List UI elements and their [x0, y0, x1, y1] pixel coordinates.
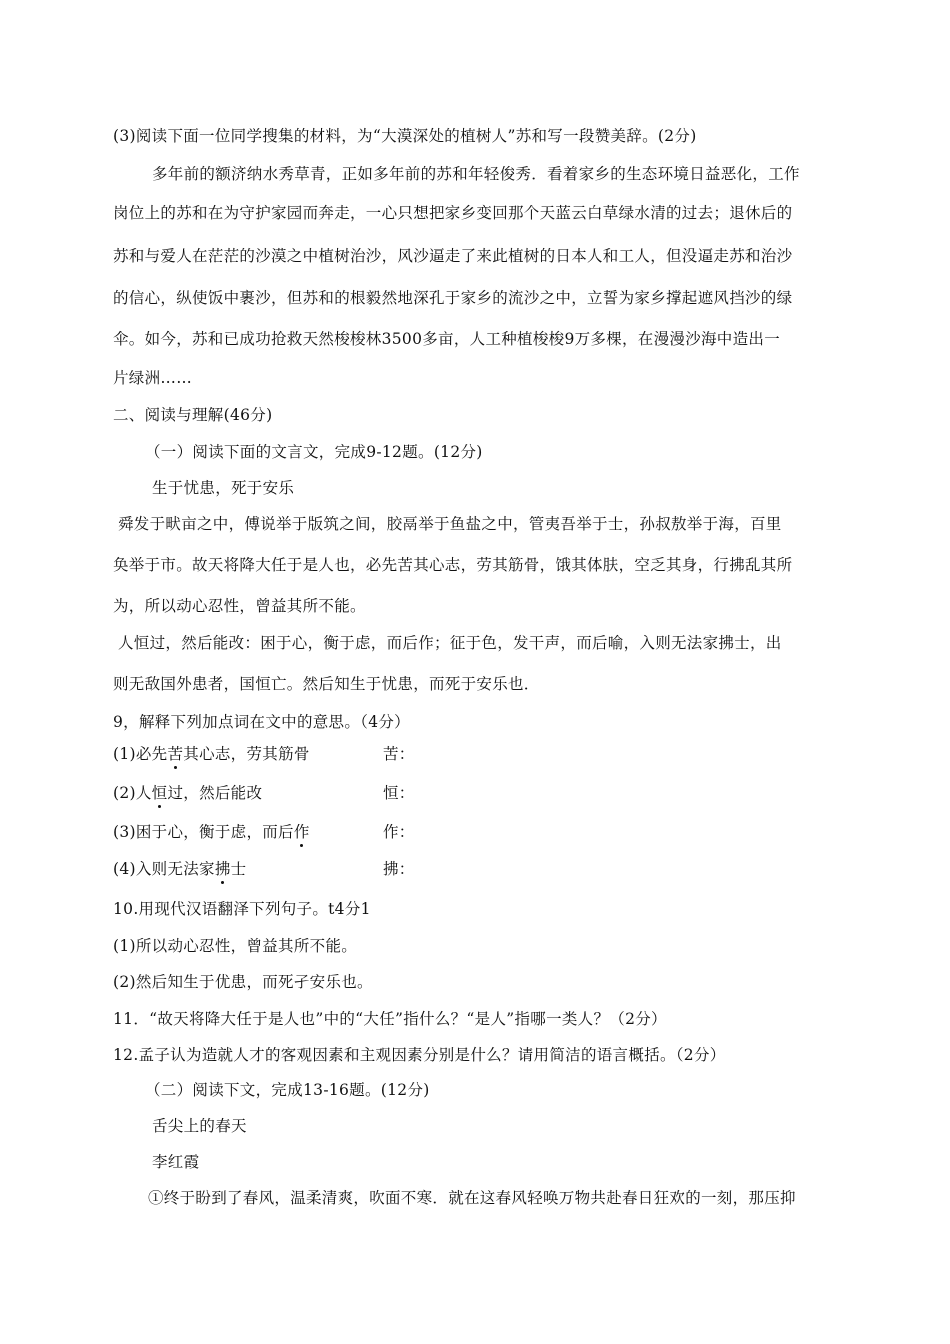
item-text: (2)人 [113, 784, 152, 802]
question-10-item: (2)然后知生于优患，而死孑安乐也。 [113, 973, 373, 991]
article-title: 舌尖上的春天 [152, 1117, 247, 1135]
material-line: 苏和与爱人在茫茫的沙漠之中植树治沙，风沙逼走了来此植树的日本人和工人，但没逼走苏和治沙 [113, 247, 793, 265]
part1-intro: （一）阅读下面的文言文，完成9-12题。(12分) [145, 443, 483, 461]
item-text: (4)入则无法家 [113, 860, 215, 878]
classical-text-line: 舜发于畎亩之中，傅说举于版筑之间，胶鬲举于鱼盐之中，管夷吾举于士，孙叔敖举于海，百里 [118, 515, 782, 533]
dotted-word: 拂 [214, 860, 231, 878]
item-text: 过，然后能改 [167, 784, 263, 802]
question-9-stem: 9，解释下列加点词在文中的意思。（4分） [113, 713, 410, 731]
item-text: (3)困于心，衡于虑，而后 [113, 823, 294, 841]
dotted-word: 作 [293, 823, 310, 841]
answer-blank-label: 作： [383, 823, 415, 841]
material-line: 的信心，纵使饭中裹沙，但苏和的根毅然地深孔于家乡的流沙之中，立誓为家乡撑起遮风挡沙的绿 [113, 289, 793, 307]
article-author: 李红霞 [152, 1153, 200, 1171]
answer-blank-label: 拂： [383, 860, 415, 878]
item-text: 其心志，劳其筋骨 [183, 745, 310, 763]
material-line: 伞。如今，苏和已成功抢救天然梭梭林3500多亩，人工种植梭梭9万多棵，在漫漫沙海中造出一 [113, 330, 781, 348]
material-line: 多年前的额济纳水秀草青，正如多年前的苏和年轻俊秀．看着家乡的生态环境日益恶化，工作 [152, 165, 800, 183]
dotted-word: 恒 [151, 784, 168, 802]
answer-blank-label: 恒： [383, 784, 415, 802]
classical-text-line: 人恒过，然后能改：困于心，衡于虑，而后作；征于色，发干声，而后喻，入则无法家拂士，出 [118, 634, 782, 652]
dotted-word: 苦 [167, 745, 184, 763]
item-text: (1)必先 [113, 745, 168, 763]
answer-blank-label: 苦： [383, 745, 415, 763]
section-heading: 二、阅读与理解(46分) [113, 406, 273, 424]
question-9-item [113, 822, 310, 842]
question-8-3-prompt: (3)阅读下面一位同学搜集的材料，为“大漠深处的植树人”苏和写一段赞美辞。(2分) [113, 127, 697, 145]
classical-text-line: 奂举于市。故天将降大任于是人也，必先苦其心志，劳其筋骨，饿其体肤，空乏其身，行拂乱其所 [113, 556, 793, 574]
item-text: 士 [230, 860, 247, 878]
question-10-stem: 10.用现代汉语翻泽下列句子。t4分1 [113, 900, 371, 918]
question-11: 11．“故天将降大任于是人也”中的“大任”指什么？“是人”指哪一类人？（2分） [113, 1010, 667, 1028]
classical-text-title: 生于忧患，死于安乐 [152, 479, 295, 497]
classical-text-line: 为，所以动心忍性，曾益其所不能。 [113, 597, 366, 615]
article-paragraph-line: ①终于盼到了春风，温柔清爽，吹面不寒．就在这春风轻唤万物共赴春日狂欢的一刻，那压抑 [148, 1189, 796, 1207]
question-9-item [113, 783, 262, 803]
material-line: 片绿洲…… [113, 369, 193, 387]
question-10-item: (1)所以动心忍性，曾益其所不能。 [113, 937, 358, 955]
part2-intro: （二）阅读下文，完成13-16题。(12分) [145, 1081, 430, 1099]
question-12: 12.孟子认为造就人才的客观因素和主观因素分别是什么？请用简洁的语言概括。（2分） [113, 1046, 726, 1064]
question-9-item [113, 859, 246, 879]
material-line: 岗位上的苏和在为守护家园而奔走，一心只想把家乡变回那个天蓝云白草绿水清的过去；退休后的 [113, 204, 793, 222]
classical-text-line: 则无敌国外患者，国恒亡。然后知生于忧患，而死于安乐也． [113, 675, 540, 693]
question-9-item [113, 744, 310, 764]
